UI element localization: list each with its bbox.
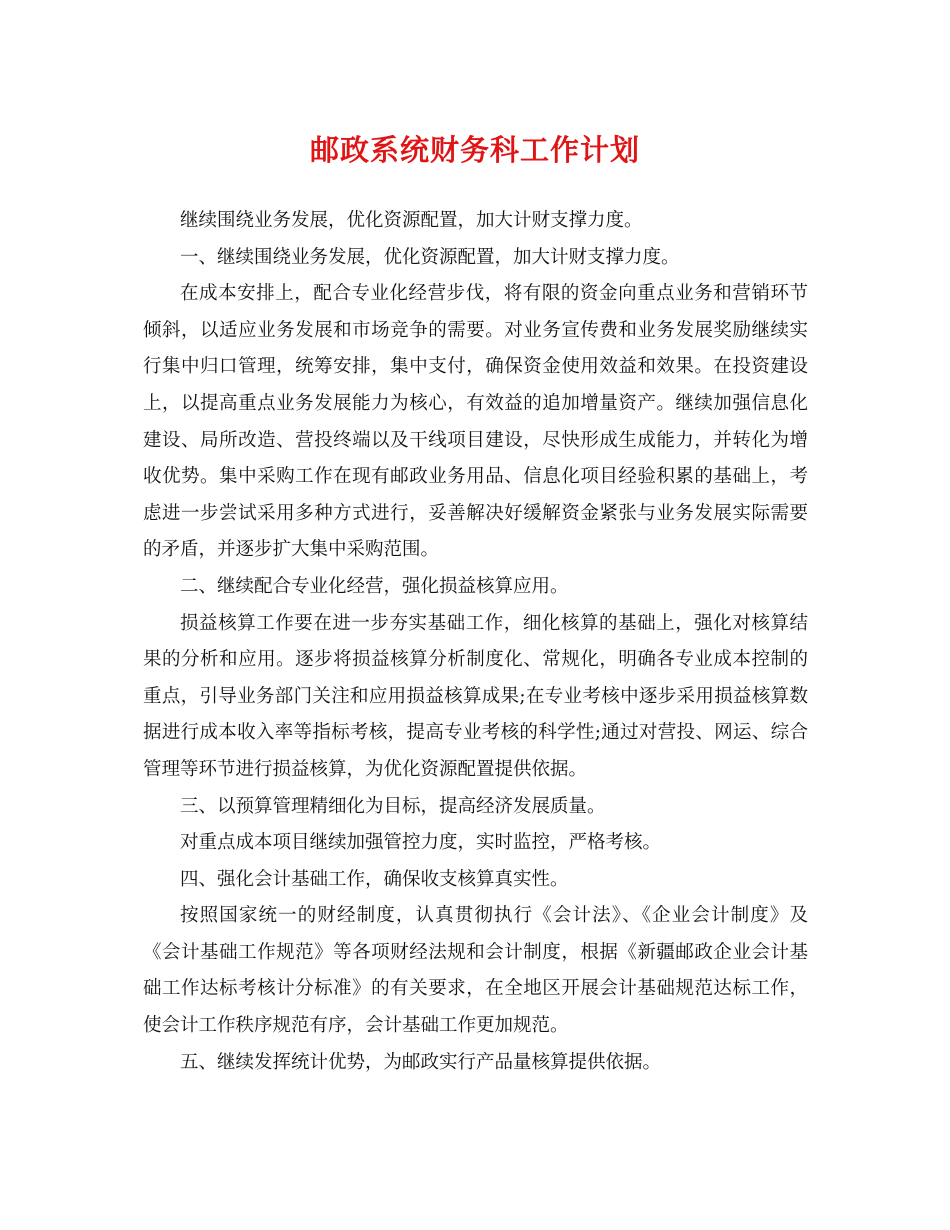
document-body — [143, 203, 808, 1081]
paragraph-intro: 继续围绕业务发展，优化资源配置，加大计财支撑力度。 — [180, 210, 643, 231]
section-heading-4: 四、强化会计基础工作，确保收支核算真实性。 — [180, 868, 569, 890]
document-title: 邮政系统财务科工作计划 — [309, 133, 640, 167]
section-heading-2: 二、继续配合专业化经营，强化损益核算应用。 — [180, 575, 569, 597]
paragraph-accounting-basics: 按照国家统一的财经制度，认真贯彻执行《会计法》、《企业会计制度》及《会计基础工作规范》等各项财经法规和会计制度，根据《新疆邮政企业会计基础工作达标考核计分标准》的有关要求，在全地区开展会计基础规范达标工作，使会计工作秩序规范有序，会计基础工作更加规范。 — [143, 905, 808, 1037]
section-heading-5: 五、继续发挥统计优势，为邮政实行产品量核算提供依据。 — [180, 1051, 662, 1073]
paragraph-profit-loss-accounting: 损益核算工作要在进一步夯实基础工作，细化核算的基础上，强化对核算结果的分析和应用。逐步将损益核算分析制度化、常规化，明确各专业成本控制的重点，引导业务部门关注和应用损益核算成果;在专业考核中逐步采用损益核算数据进行成本收入率等指标考核，提高专业考核的科学性;通过对营投、网运、综合管理等环节进行损益核算，为优化资源配置提供依据。 — [143, 612, 808, 780]
paragraph-budget-control: 对重点成本项目继续加强管控力度，实时监控，严格考核。 — [180, 832, 662, 854]
section-heading-1: 一、继续围绕业务发展，优化资源配置，加大计财支撑力度。 — [180, 246, 680, 268]
paragraph-cost-investment: 在成本安排上，配合专业化经营步伐，将有限的资金向重点业务和营销环节倾斜，以适应业务发展和市场竞争的需要。对业务宣传费和业务发展奖励继续实行集中归口管理，统筹安排，集中支付，确保资金使用效益和效果。在投资建设上，以提高重点业务发展能力为核心，有效益的追加增量资产。继续加强信息化建设、局所改造、营投终端以及干线项目建设，尽快形成生成能力，并转化为增收优势。集中采购工作在现有邮政业务用品、信息化项目经验积累的基础上，考虑进一步尝试采用多种方式进行，妥善解决好缓解资金紧张与业务发展实际需要的矛盾，并逐步扩大集中采购范围。 — [143, 283, 808, 561]
section-heading-3: 三、以预算管理精细化为目标，提高经济发展质量。 — [180, 795, 606, 817]
